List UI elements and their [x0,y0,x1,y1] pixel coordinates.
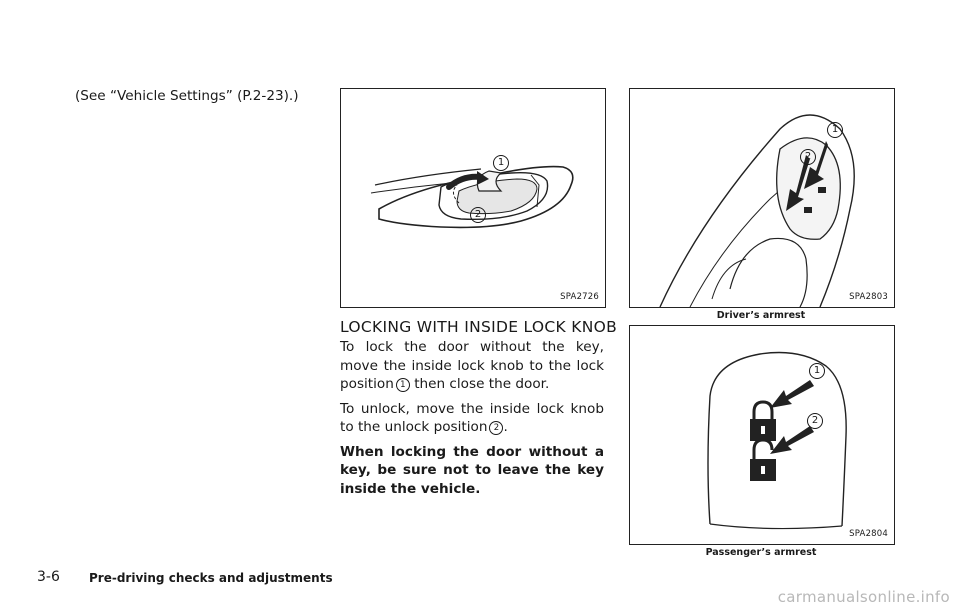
unlock-paragraph: To unlock, move the inside lock knob to the unlock position 2 . [340,400,604,435]
position-1-marker: 1 [396,378,410,392]
figure-drivers-armrest [629,88,895,308]
passengers-armrest-caption: Passenger’s armrest [705,547,817,558]
callout-2: 2 [470,207,486,223]
figure-code: SPA2726 [560,292,599,302]
figure-inside-lock-knob [340,88,606,308]
unlock-icon [750,440,776,481]
position-2-marker: 2 [489,421,503,435]
callout-1: 1 [493,155,509,171]
drivers-armrest-illustration [630,89,894,307]
callout-2: 2 [800,149,816,165]
callout-2: 2 [807,413,823,429]
warning-text: When locking the door without a key, be sure not to leave the key inside the vehicle. [340,443,604,497]
lock-icon [750,402,776,441]
lock-paragraph: To lock the door without the key, move the inside lock knob to the lock position 1 then close the door. [340,339,604,392]
callout-1: 1 [809,363,825,379]
callout-1: 1 [827,122,843,138]
lock-knob-illustration [341,89,605,307]
vehicle-settings-reference: (See “Vehicle Settings” (P.2-23).) [75,88,299,104]
drivers-armrest-caption: Driver’s armrest [716,310,806,321]
figure-code: SPA2804 [849,529,888,539]
passengers-armrest-illustration [630,326,894,544]
page-number: 3-6 [37,569,60,585]
section-body [340,338,604,498]
figure-code: SPA2803 [849,292,888,302]
figure-passengers-armrest [629,325,895,545]
chapter-title: Pre-driving checks and adjustments [89,571,333,585]
watermark: carmanualsonline.info [777,588,950,606]
section-title: LOCKING WITH INSIDE LOCK KNOB [340,318,618,336]
